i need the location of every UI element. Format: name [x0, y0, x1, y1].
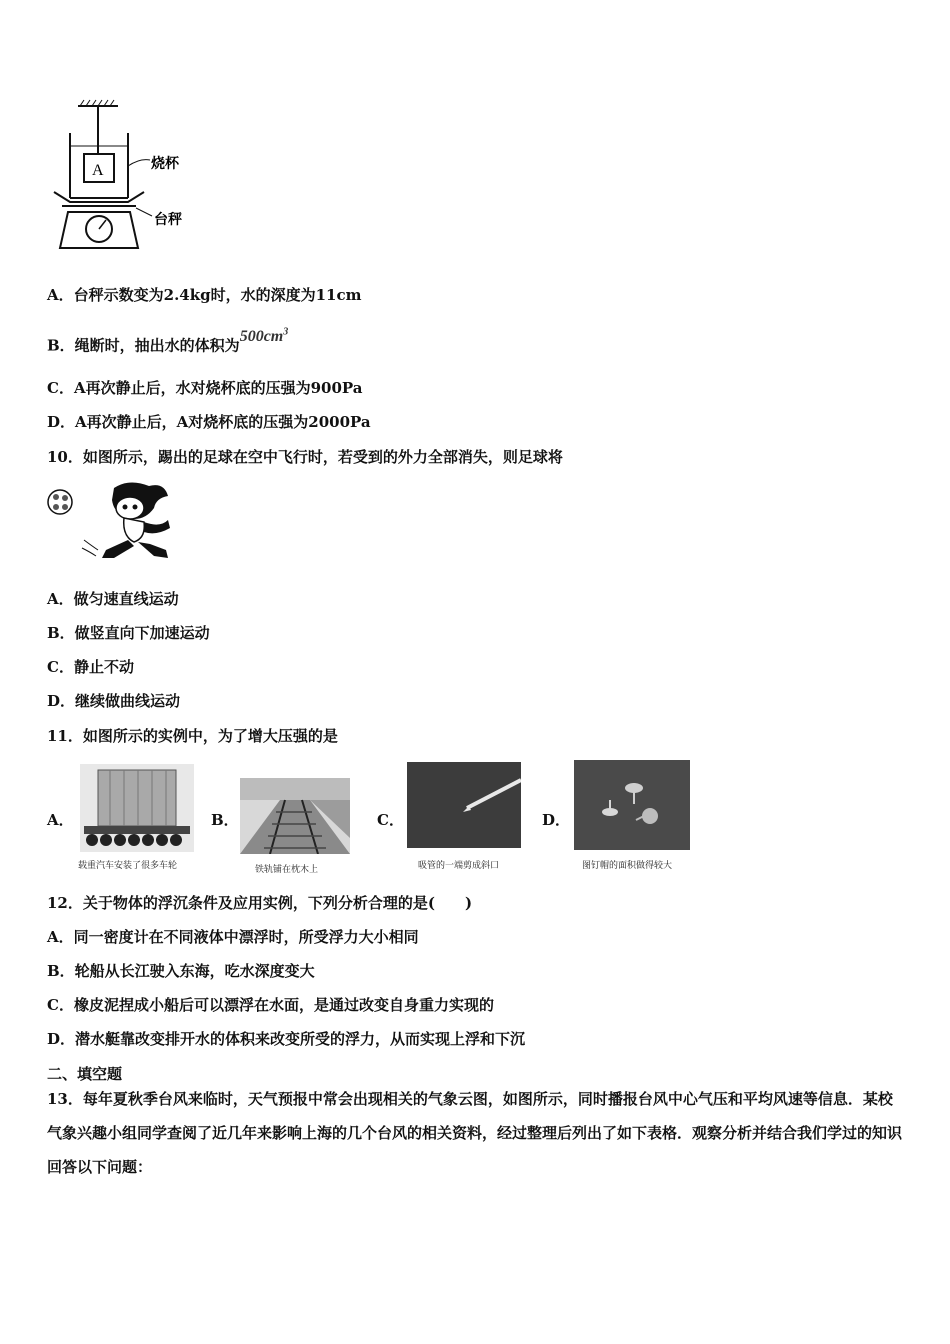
thumbtack-photo	[574, 760, 690, 850]
math-value: 500cm	[239, 328, 284, 346]
kick-ball-figure	[44, 478, 184, 570]
truck-caption: 载重汽车安装了很多车轮	[78, 861, 178, 871]
q10-option-c: C．静止不动	[47, 658, 134, 676]
q12-option-b: B．轮船从长江驶入东海，吃水深度变大	[47, 962, 315, 980]
scale-label: 台秤	[154, 212, 182, 228]
block-label: A	[92, 162, 104, 179]
q12-option-d: D．潜水艇靠改变排开水的体积来改变所受的浮力，从而实现上浮和下沉	[47, 1030, 526, 1048]
railway-photo	[240, 778, 350, 854]
q10-option-a: A．做匀速直线运动	[47, 590, 179, 608]
q12-stem: 12．关于物体的浮沉条件及应用实例，下列分析合理的是( )	[47, 894, 473, 912]
q9-option-b-math	[240, 328, 289, 345]
truck-photo	[80, 764, 194, 852]
q11-stem: 11．如图所示的实例中，为了增大压强的是	[47, 727, 338, 745]
q10-option-d: D．继续做曲线运动	[47, 692, 181, 710]
q11-option-b-letter: B．	[211, 811, 239, 829]
q9-option-a: A．台秤示数变为2.4kg时，水的深度为11cm	[47, 286, 362, 304]
beaker-label: 烧杯	[151, 156, 179, 172]
q12-option-a: A．同一密度计在不同液体中漂浮时，所受浮力大小相同	[47, 928, 419, 946]
railway-caption: 铁轨铺在枕木上	[255, 865, 319, 875]
q11-option-c-letter: C．	[377, 811, 404, 829]
q9-option-b-text: B．绳断时，抽出水的体积为	[47, 336, 240, 355]
q11-option-d-letter: D．	[542, 811, 571, 829]
straw-photo	[407, 762, 521, 848]
thumbtack-caption: 图钉帽的面积做得较大	[582, 861, 673, 871]
q10-stem: 10．如图所示，踢出的足球在空中飞行时，若受到的外力全部消失，则足球将	[47, 448, 563, 466]
section-title: 二、填空题	[47, 1065, 123, 1083]
q13-paragraph: 13．每年夏秋季台风来临时，天气预报中常会出现相关的气象云图，如图所示，同时播报台风中心气压和平均风速等信息．某校气象兴趣小组同学查阅了近几年来影响上海的几个台风的相关资料，经过整理后列出了如下表格．观察分析并结合我们学过的知识回答以下问题：	[47, 1090, 903, 1176]
q12-option-c: C．橡皮泥捏成小船后可以漂浮在水面，是通过改变自身重力实现的	[47, 996, 494, 1014]
math-exponent: 3	[283, 327, 289, 338]
q9-option-b	[47, 327, 289, 356]
q9-option-c: C．A再次静止后，水对烧杯底的压强为900Pa	[47, 379, 363, 397]
beaker-scale-figure	[48, 98, 198, 258]
q11-option-a-letter: A．	[47, 811, 74, 829]
q10-option-b: B．做竖直向下加速运动	[47, 624, 210, 642]
q9-option-d: D．A再次静止后，A对烧杯底的压强为2000Pa	[47, 413, 371, 431]
straw-caption: 吸管的一端剪成斜口	[418, 861, 500, 871]
